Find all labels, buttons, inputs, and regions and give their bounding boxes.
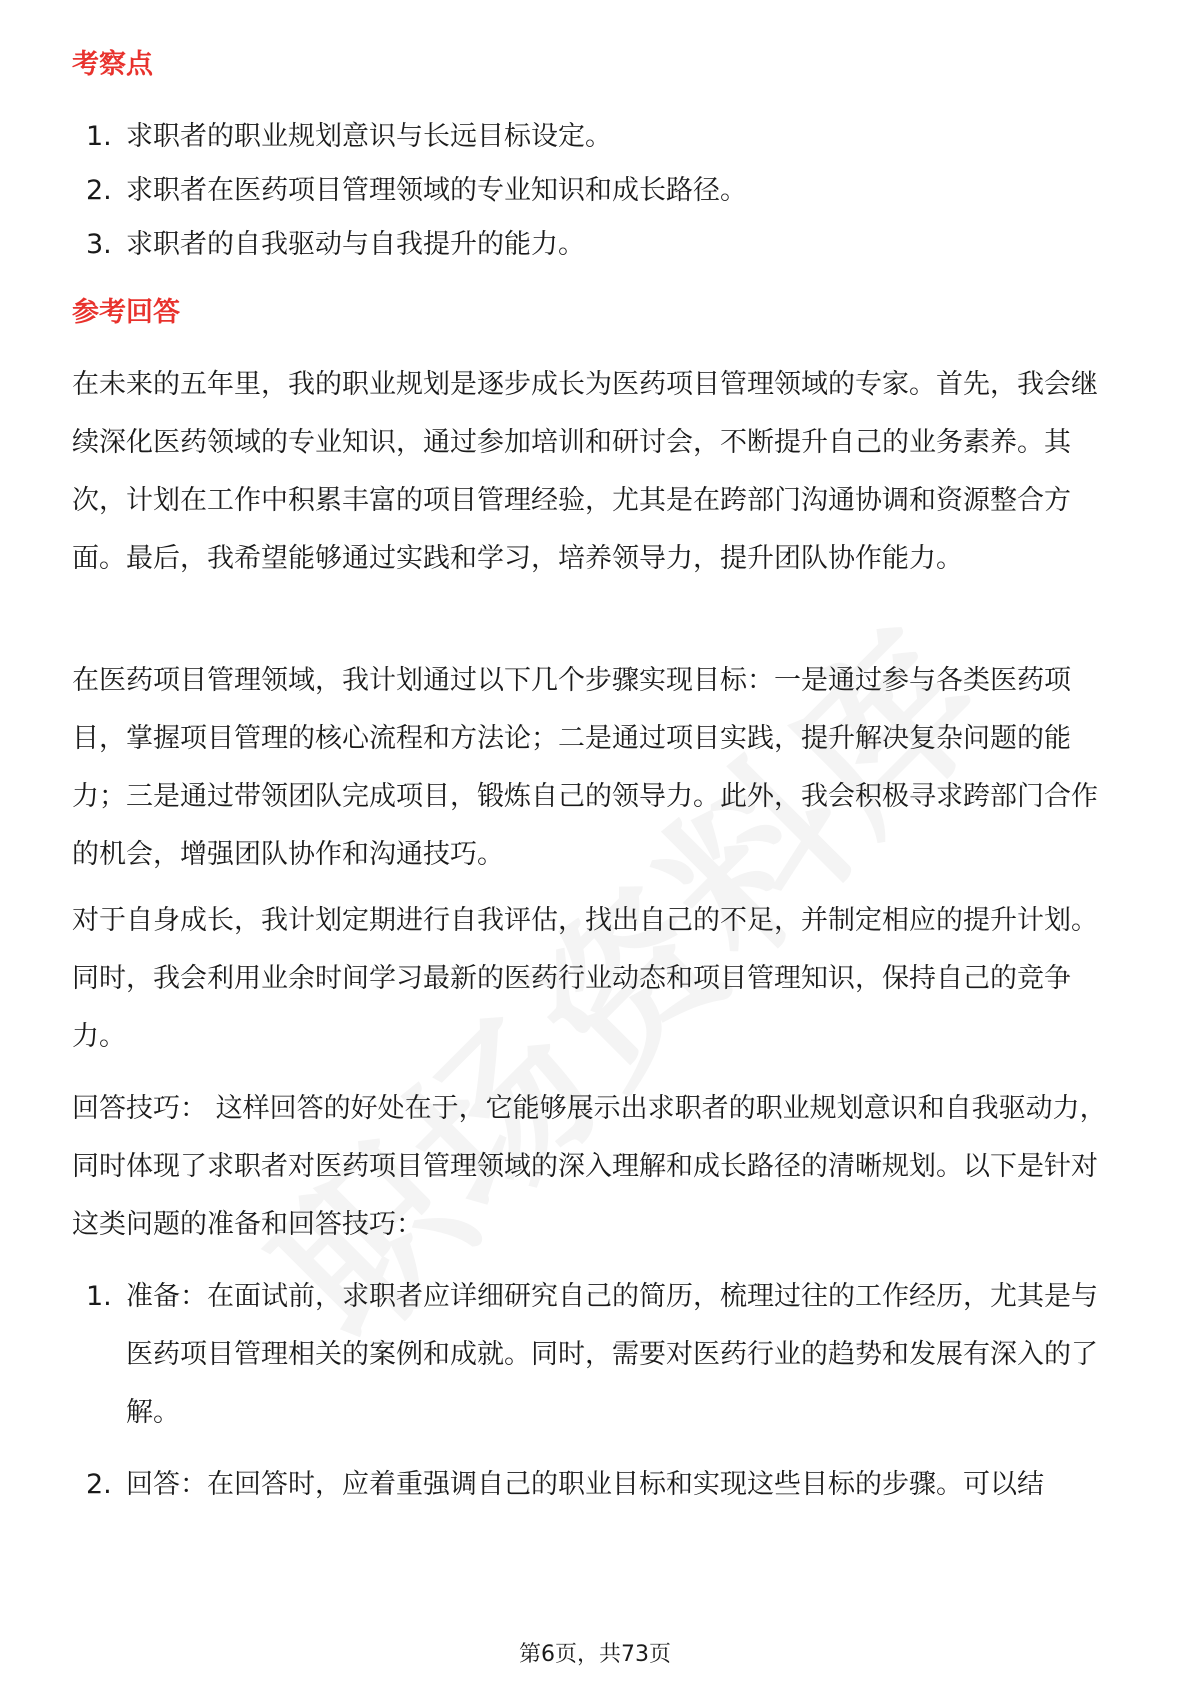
list-number: 2. xyxy=(86,175,112,206)
section-title-examination-points: 考察点 xyxy=(72,49,153,80)
tip-item xyxy=(86,1456,1118,1514)
list-item xyxy=(86,162,1118,220)
list-item xyxy=(86,108,1118,166)
tip-item xyxy=(86,1268,1118,1430)
answer-paragraph: 对于自身成长，我计划定期进行自我评估，找出自己的不足，并制定相应的提升计划。同时，我会利用业余时间学习最新的医药行业动态和项目管理知识，保持自己的竞争力。 xyxy=(72,905,1098,1052)
answer-paragraph: 在未来的五年里，我的职业规划是逐步成长为医药项目管理领域的专家。首先，我会继续深化医药领域的专业知识，通过参加培训和研讨会，不断提升自己的业务素养。其次，计划在工作中积累丰富的项目管理经验，尤其是在跨部门沟通协调和资源整合方面。最后，我希望能够通过实践和学习，培养领导力，提升团队协作能力。 xyxy=(72,369,1098,574)
list-number: 1. xyxy=(86,121,112,152)
list-number: 1. xyxy=(86,1281,112,1312)
list-number: 2. xyxy=(86,1469,112,1500)
list-text: 准备：在面试前，求职者应详细研究自己的简历，梳理过往的工作经历，尤其是与医药项目管理相关的案例和成就。同时，需要对医药行业的趋势和发展有深入的了解。 xyxy=(126,1281,1098,1428)
list-item xyxy=(86,216,1118,274)
list-text: 回答：在回答时，应着重强调自己的职业目标和实现这些目标的步骤。可以结 xyxy=(126,1469,1044,1500)
answer-tips-paragraph: 回答技巧： 这样回答的好处在于，它能够展示出求职者的职业规划意识和自我驱动力，同时体现了求职者对医药项目管理领域的深入理解和成长路径的清晰规划。以下是针对这类问题的准备和回答技巧： xyxy=(72,1093,1107,1240)
section-title-reference-answer: 参考回答 xyxy=(72,297,180,328)
list-number: 3. xyxy=(86,229,112,260)
list-text: 求职者的自我驱动与自我提升的能力。 xyxy=(126,229,585,260)
list-text: 求职者在医药项目管理领域的专业知识和成长路径。 xyxy=(126,175,747,206)
answer-paragraph: 在医药项目管理领域，我计划通过以下几个步骤实现目标：一是通过参与各类医药项目，掌握项目管理的核心流程和方法论；二是通过项目实践，提升解决复杂问题的能力；三是通过带领团队完成项目，锻炼自己的领导力。此外，我会积极寻求跨部门合作的机会，增强团队协作和沟通技巧。 xyxy=(72,665,1098,870)
list-text: 求职者的职业规划意识与长远目标设定。 xyxy=(126,121,612,152)
page-footer: 第6页，共73页 xyxy=(519,1642,671,1667)
